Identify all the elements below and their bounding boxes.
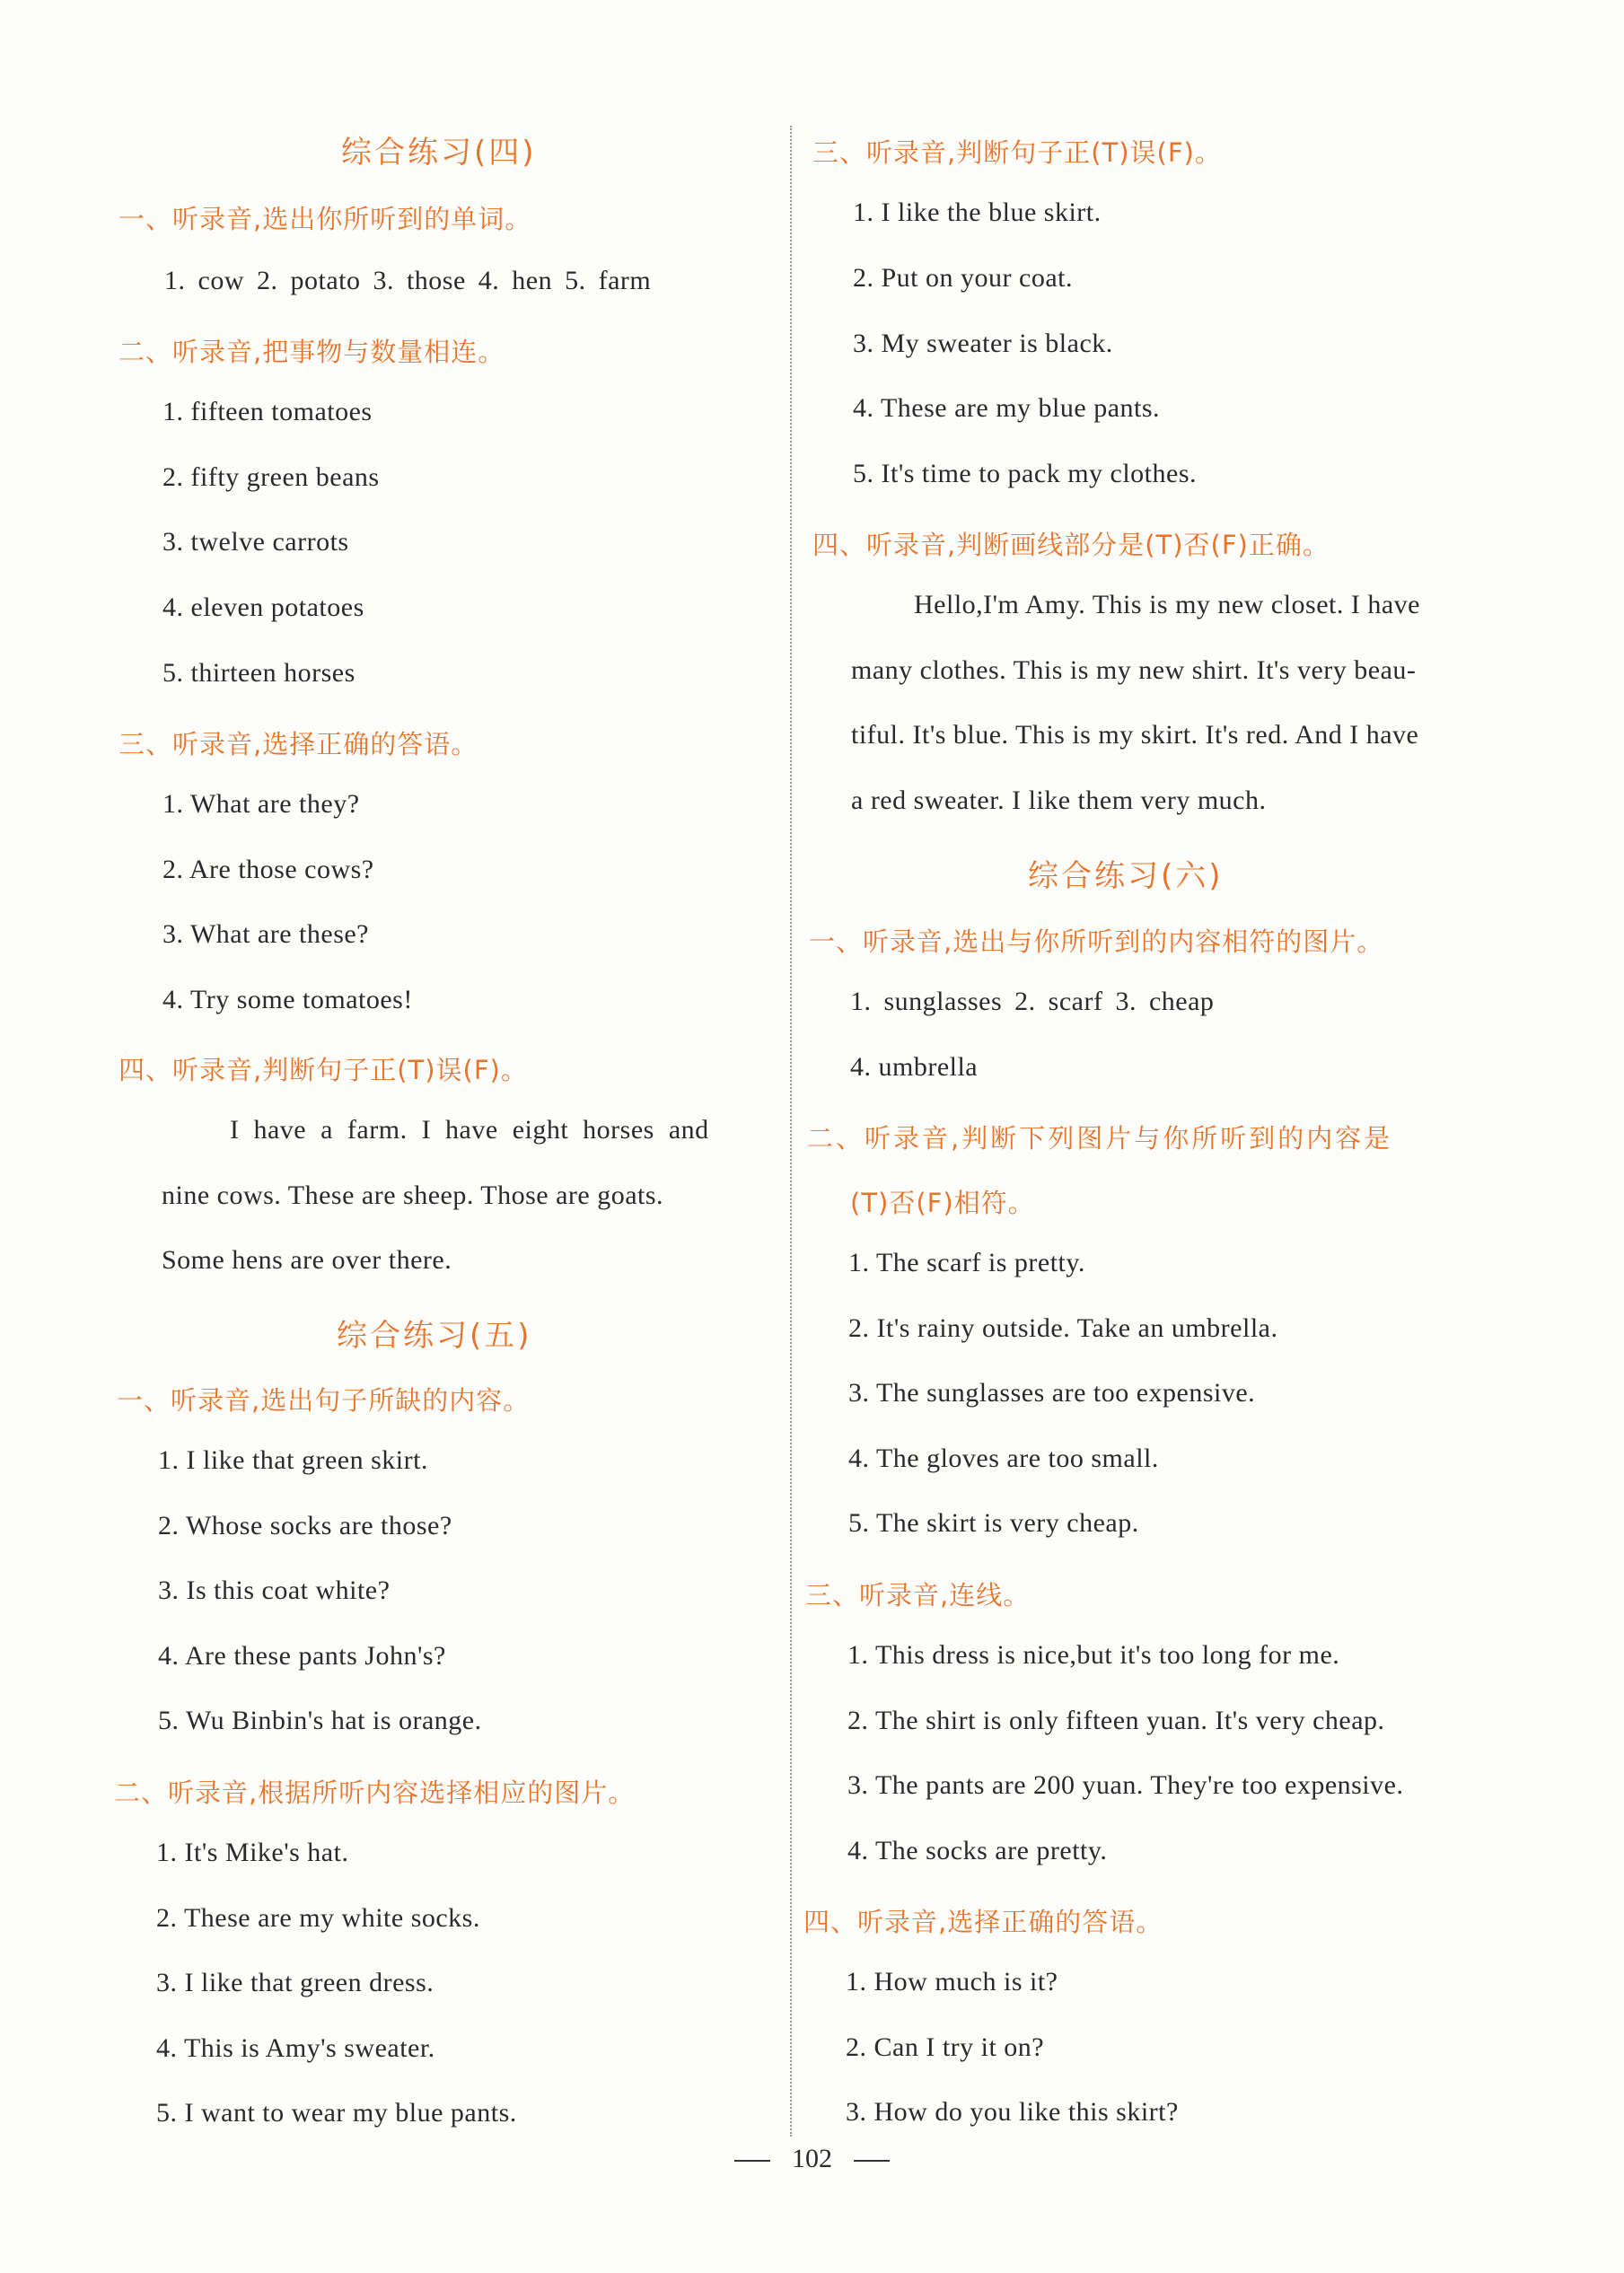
ex6-s4-item: 3. How do you like this skirt? (846, 2097, 1179, 2127)
ex4-s4-passage-line: Some hens are over there. (162, 1245, 452, 1275)
exercise-6-title: 综合练习(六) (1028, 858, 1224, 894)
ex6-s4-item: 2. Can I try it on? (846, 2032, 1045, 2062)
ex5-s1-item: 2. Whose socks are those? (158, 1511, 452, 1540)
ex6-s1-item: 1. sunglasses 2. scarf 3. cheap (850, 987, 1215, 1016)
ex5-s4-passage-line: tiful. It's blue. This is my skirt. It's red. And I have (851, 720, 1419, 750)
ex6-section-1-heading: 一、听录音,选出与你所听到的内容相符的图片。 (809, 926, 1384, 957)
ex6-s3-item: 2. The shirt is only fifteen yuan. It's very cheap. (847, 1706, 1385, 1735)
ex5-section-2-heading: 二、听录音,根据所听内容选择相应的图片。 (114, 1777, 636, 1808)
ex6-s3-item: 3. The pants are 200 yuan. They're too expensive. (847, 1770, 1404, 1800)
ex4-section-1-words: 1. cow 2. potato 3. those 4. hen 5. farm (164, 266, 652, 295)
ex5-s1-item: 1. I like that green skirt. (158, 1445, 428, 1475)
ex6-s3-item: 4. The socks are pretty. (847, 1836, 1108, 1865)
ex6-s2-item: 2. It's rainy outside. Take an umbrella. (848, 1313, 1278, 1343)
ex4-s2-item: 3. twelve carrots (162, 527, 349, 557)
ex5-s1-item: 4. Are these pants John's? (158, 1641, 446, 1671)
exercise-4-title: 综合练习(四) (341, 135, 537, 171)
ex4-s4-passage-line: nine cows. These are sheep. Those are goats. (162, 1180, 664, 1210)
ex4-s2-item: 2. fifty green beans (162, 462, 380, 492)
footer-dash-left (734, 2160, 770, 2162)
ex6-s2-item: 1. The scarf is pretty. (848, 1248, 1085, 1277)
ex5-s3-item: 1. I like the blue skirt. (853, 197, 1102, 227)
ex5-s2-item: 1. It's Mike's hat. (156, 1838, 349, 1867)
ex5-section-4-heading: 四、听录音,判断画线部分是(T)否(F)正确。 (812, 530, 1330, 560)
ex6-s3-item: 1. This dress is nice,but it's too long for me. (847, 1640, 1340, 1670)
ex4-s3-item: 3. What are these? (162, 919, 370, 949)
ex5-s1-item: 5. Wu Binbin's hat is orange. (158, 1706, 482, 1735)
ex5-s2-item: 4. This is Amy's sweater. (156, 2033, 435, 2063)
ex6-section-3-heading: 三、听录音,连线。 (805, 1580, 1031, 1610)
ex4-s2-item: 1. fifteen tomatoes (162, 397, 373, 426)
ex5-s4-passage-line: Hello,I'm Amy. This is my new closet. I have (914, 590, 1420, 619)
ex4-s2-item: 5. thirteen horses (162, 658, 356, 688)
column-divider (790, 126, 792, 2137)
ex4-s3-item: 1. What are they? (162, 789, 360, 819)
ex4-section-1-heading: 一、听录音,选出你所听到的单词。 (119, 204, 532, 234)
ex5-section-1-heading: 一、听录音,选出句子所缺的内容。 (117, 1385, 531, 1416)
page-number: 102 (792, 2144, 832, 2173)
ex4-section-2-heading: 二、听录音,把事物与数量相连。 (119, 337, 505, 367)
ex4-s3-item: 4. Try some tomatoes! (162, 985, 413, 1014)
ex5-section-3-heading: 三、听录音,判断句子正(T)误(F)。 (812, 137, 1222, 168)
ex5-s3-item: 2. Put on your coat. (853, 263, 1073, 293)
ex5-s4-passage-line: many clothes. This is my new shirt. It's very beau- (851, 655, 1417, 685)
ex4-s2-item: 4. eleven potatoes (162, 592, 364, 622)
ex5-s2-item: 5. I want to wear my blue pants. (156, 2098, 517, 2128)
ex6-section-2-heading-cont: (T)否(F)相符。 (850, 1188, 1035, 1218)
exercise-5-title: 综合练习(五) (337, 1318, 532, 1354)
ex6-s2-item: 3. The sunglasses are too expensive. (848, 1378, 1256, 1408)
ex5-s1-item: 3. Is this coat white? (158, 1575, 391, 1605)
ex5-s3-item: 4. These are my blue pants. (853, 393, 1161, 423)
ex4-s3-item: 2. Are those cows? (162, 855, 374, 884)
footer-dash-right (854, 2160, 890, 2162)
ex6-s4-item: 1. How much is it? (846, 1967, 1058, 1997)
ex5-s2-item: 3. I like that green dress. (156, 1968, 435, 1997)
ex4-s4-passage-line: I have a farm. I have eight horses and (230, 1115, 709, 1145)
ex5-s3-item: 5. It's time to pack my clothes. (853, 459, 1198, 488)
ex5-s2-item: 2. These are my white socks. (156, 1903, 480, 1933)
page-number-footer (0, 2144, 1624, 2174)
ex6-s2-item: 4. The gloves are too small. (848, 1444, 1159, 1473)
ex6-section-4-heading: 四、听录音,选择正确的答语。 (803, 1907, 1163, 1937)
ex4-section-4-heading: 四、听录音,判断句子正(T)误(F)。 (119, 1055, 528, 1085)
ex4-section-3-heading: 三、听录音,选择正确的答语。 (119, 729, 478, 759)
ex6-section-2-heading: 二、听录音,判断下列图片与你所听到的内容是 (807, 1123, 1393, 1154)
ex5-s3-item: 3. My sweater is black. (853, 329, 1113, 358)
ex5-s4-passage-line: a red sweater. I like them very much. (851, 785, 1267, 815)
ex6-s1-item: 4. umbrella (850, 1052, 979, 1082)
ex6-s2-item: 5. The skirt is very cheap. (848, 1508, 1139, 1538)
